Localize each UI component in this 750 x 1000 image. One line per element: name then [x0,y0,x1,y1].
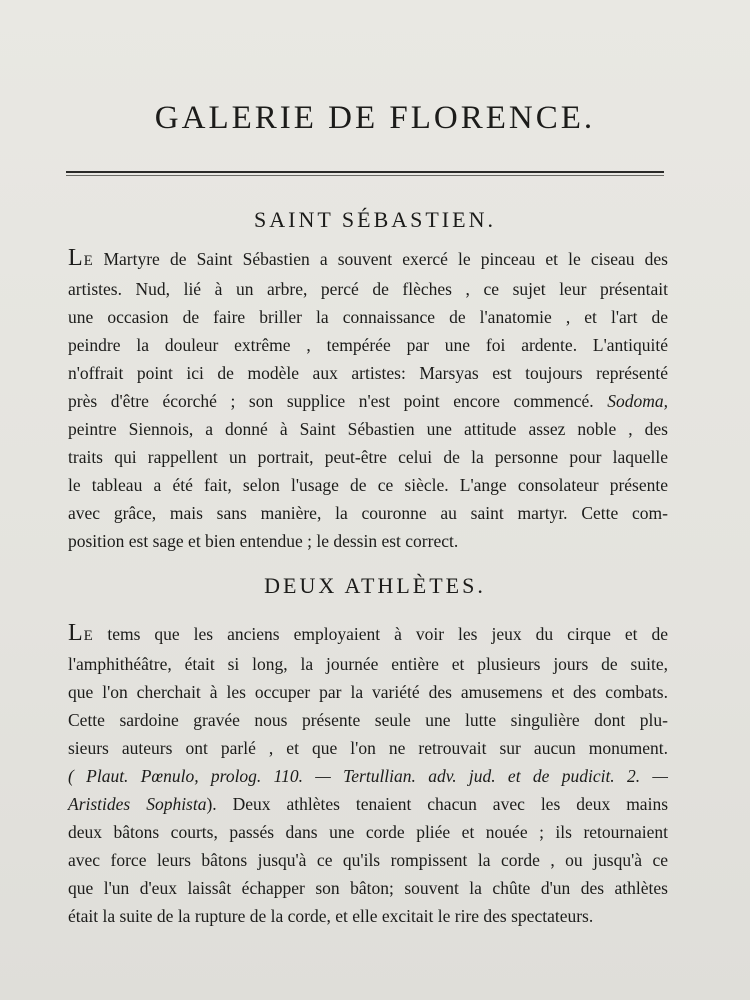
text-line: LE Martyre de Saint Sébastien a souvent exercé le pinceau et le ciseau des [68,245,668,271]
text-line: traits qui rappellent un portrait, peut-être celui de la personne pour laquelle [68,447,668,467]
small-cap: E [83,253,94,269]
text-line: peintre Siennois, a donné à Saint Sébastien une attitude assez noble , des [68,419,668,439]
text-line: près d'être écorché ; son supplice n'est point encore commencé. Sodoma, [68,391,668,411]
text-line: sieurs auteurs ont parlé , et que l'on ne retrouvait sur aucun monument. [68,738,668,758]
text-line: une occasion de faire briller la connaissance de l'anatomie , et l'art de [68,307,668,327]
text-line: le tableau a été fait, selon l'usage de ce siècle. L'ange consolateur présente [68,475,668,495]
paragraph-saint-sebastien [68,244,668,555]
italic-name: Sodoma, [607,391,668,411]
section-heading-saint-sebastien: SAINT SÉBASTIEN. [254,207,496,232]
section-heading-deux-athletes: DEUX ATHLÈTES. [264,573,486,598]
small-cap: E [83,628,94,644]
title-rule [66,171,664,173]
text-line: avec grâce, mais sans manière, la couronne au saint martyr. Cette com- [68,503,668,523]
text-line: ( Plaut. Pœnulo, prolog. 110. — Tertullian. adv. jud. et de pudicit. 2. — [68,766,668,786]
text-line: l'amphithéâtre, était si long, la journée entière et plusieurs jours de suite, [68,654,668,674]
text-line: que l'on cherchait à les occuper par la variété des amusemens et des combats. [68,682,668,702]
page-title: GALERIE DE FLORENCE. [154,100,596,136]
text-line: position est sage et bien entendue ; le dessin est correct. [68,531,459,551]
text-line: avec force leurs bâtons jusqu'à ce qu'ils rompissent la corde , ou jusqu'à ce [68,850,668,870]
text-line: LE tems que les anciens employaient à voir les jeux du cirque et de [68,620,668,646]
text-line: n'offrait point ici de modèle aux artistes: Marsyas est toujours représenté [68,363,668,383]
text-line: peindre la douleur extrême , tempérée par une foi ardente. L'antiquité [68,335,668,355]
text-line: que l'un d'eux laissât échapper son bâton; souvent la chûte d'un des athlètes [68,878,668,898]
drop-cap: L [68,620,84,646]
paragraph-deux-athletes [68,619,668,930]
text-line: artistes. Nud, lié à un arbre, percé de flèches , ce sujet leur présentait [68,279,668,299]
text-line: deux bâtons courts, passés dans une corde pliée et nouée ; ils retournaient [68,822,668,842]
text-line: était la suite de la rupture de la corde, et elle excitait le rire des spectateurs. [68,906,594,926]
text-line: Aristides Sophista). Deux athlètes tenaient chacun avec les deux mains [68,794,669,814]
text-line: Cette sardoine gravée nous présente seule une lutte singulière dont plu- [68,710,668,730]
drop-cap: L [68,245,84,271]
